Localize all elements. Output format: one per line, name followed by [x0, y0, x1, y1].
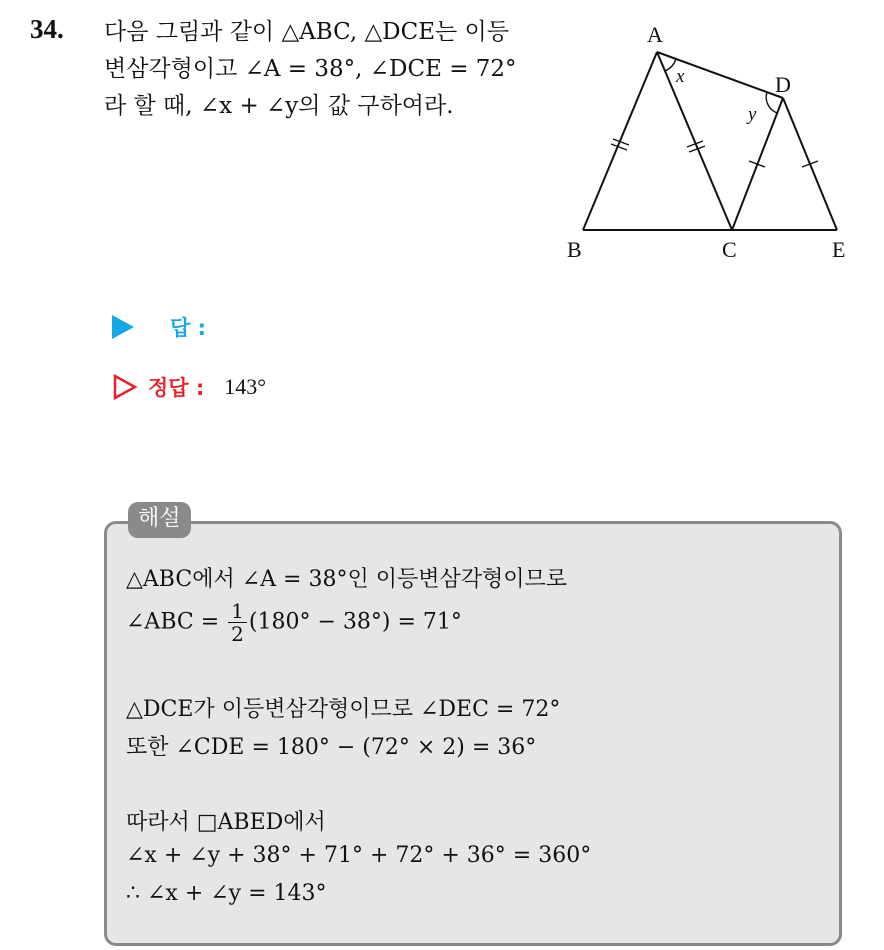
segment-ac — [657, 52, 732, 230]
angle-x-arc — [665, 59, 676, 71]
explanation-line-1: △ABC에서 ∠A = 38°인 이등변삼각형이므로 — [126, 567, 567, 592]
explanation-line-2-prefix: ∠ABC = — [126, 609, 220, 635]
explanation-line-2-suffix: (180° − 38°) = 71° — [248, 609, 462, 635]
fraction-denominator: 2 — [231, 622, 244, 646]
fraction-numerator: 1 — [228, 600, 247, 623]
fraction-one-half — [228, 600, 247, 645]
label-d: D — [775, 72, 791, 97]
correct-answer-row — [112, 372, 266, 402]
question-text — [104, 14, 554, 125]
answer-row — [112, 312, 206, 342]
label-c: C — [722, 237, 737, 262]
label-b: B — [567, 237, 582, 262]
question-number: 34. — [30, 14, 64, 44]
triangle-figure — [556, 20, 856, 270]
explanation-line-6: ∠x + ∠y + 38° + 71° + 72° + 36° = 360° — [126, 843, 592, 868]
explanation-line-5: 따라서 □ABED에서 — [126, 810, 326, 835]
question-line-1: 다음 그림과 같이 △ABC, △DCE는 이등 — [104, 19, 509, 45]
question-line-2: 변삼각형이고 ∠A = 38°, ∠DCE = 72° — [104, 56, 517, 82]
play-icon — [112, 315, 134, 339]
explanation-line-7: ∴ ∠x + ∠y = 143° — [126, 881, 327, 906]
explanation-line-2 — [126, 600, 462, 645]
outline-play-icon — [112, 374, 138, 400]
label-y: y — [748, 104, 757, 125]
question-line-3: 라 할 때, ∠x + ∠y의 값 구하여라. — [104, 93, 454, 119]
correct-answer-value: 143° — [224, 374, 267, 399]
explanation-line-4: 또한 ∠CDE = 180° − (72° × 2) = 36° — [126, 735, 537, 760]
label-e: E — [832, 237, 846, 262]
label-x: x — [676, 66, 685, 87]
explanation-tag: 해설 — [128, 502, 191, 538]
explanation-line-3: △DCE가 이등변삼각형이므로 ∠DEC = 72° — [126, 697, 561, 722]
answer-label: 답 : — [170, 316, 206, 340]
label-a: A — [647, 22, 663, 47]
correct-answer-label: 정답 : — [148, 376, 205, 400]
